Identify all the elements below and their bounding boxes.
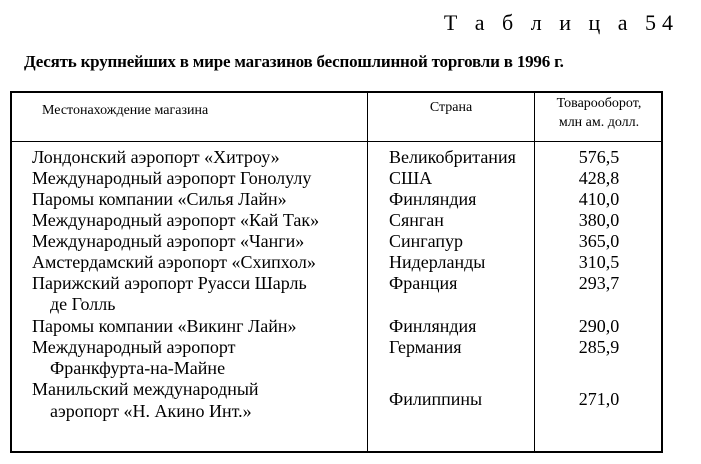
data-table: [10, 91, 663, 453]
row-location-continued: Франкфурта-на-Майне: [50, 358, 226, 378]
row-value: 365,0: [578, 231, 620, 251]
row-location-continued: аэропорт «Н. Акино Инт.»: [50, 401, 252, 421]
row-value: 310,5: [578, 252, 620, 272]
header-location: Местонахождение магазина: [42, 103, 209, 118]
header-turnover-line2: млн ам. долл.: [558, 115, 640, 130]
row-value: 410,0: [578, 189, 620, 209]
header-divider: [12, 141, 661, 142]
row-location: Паромы компании «Викинг Лайн»: [32, 316, 297, 336]
row-location: Международный аэропорт: [32, 337, 236, 357]
row-value: 285,9: [578, 337, 620, 357]
column-divider: [367, 93, 368, 451]
row-location: Лондонский аэропорт «Хитроу»: [32, 147, 280, 167]
header-turnover: [535, 94, 663, 132]
row-country: Сингапур: [389, 231, 464, 251]
row-value: 576,5: [578, 147, 620, 167]
row-country: Финляндия: [389, 189, 477, 209]
row-value: 290,0: [578, 316, 620, 336]
header-country: Страна: [429, 100, 473, 115]
row-location: Паромы компании «Силья Лайн»: [32, 189, 287, 209]
row-location-continued: де Голль: [50, 294, 116, 314]
table-title: Десять крупнейших в мире магазинов беспошлинной торговли в 1996 г.: [24, 52, 564, 71]
row-value: 293,7: [578, 273, 620, 293]
row-value: 428,8: [578, 168, 620, 188]
row-location: Манильский международный: [32, 379, 259, 399]
row-country: Филиппины: [389, 389, 483, 409]
row-country: Германия: [389, 337, 462, 357]
row-value: 271,0: [578, 389, 620, 409]
row-location: Амстердамский аэропорт «Схипхол»: [32, 252, 316, 272]
header-turnover-line1: Товарооборот,: [556, 96, 642, 111]
row-location: Международный аэропорт «Чанги»: [32, 231, 305, 251]
row-location: Международный аэропорт Гонолулу: [32, 168, 312, 188]
row-country: Финляндия: [389, 316, 477, 336]
row-location: Международный аэропорт «Кай Так»: [32, 210, 320, 230]
row-country: Нидерланды: [389, 252, 486, 272]
row-country: Сянган: [389, 210, 444, 230]
row-value: 380,0: [578, 210, 620, 230]
row-location: Парижский аэропорт Руасси Шарль: [32, 273, 307, 293]
table-number-label: Т а б л и ц а 54: [443, 10, 679, 35]
row-country: Великобритания: [389, 147, 516, 167]
row-country: Франция: [389, 273, 458, 293]
row-country: США: [389, 168, 433, 188]
